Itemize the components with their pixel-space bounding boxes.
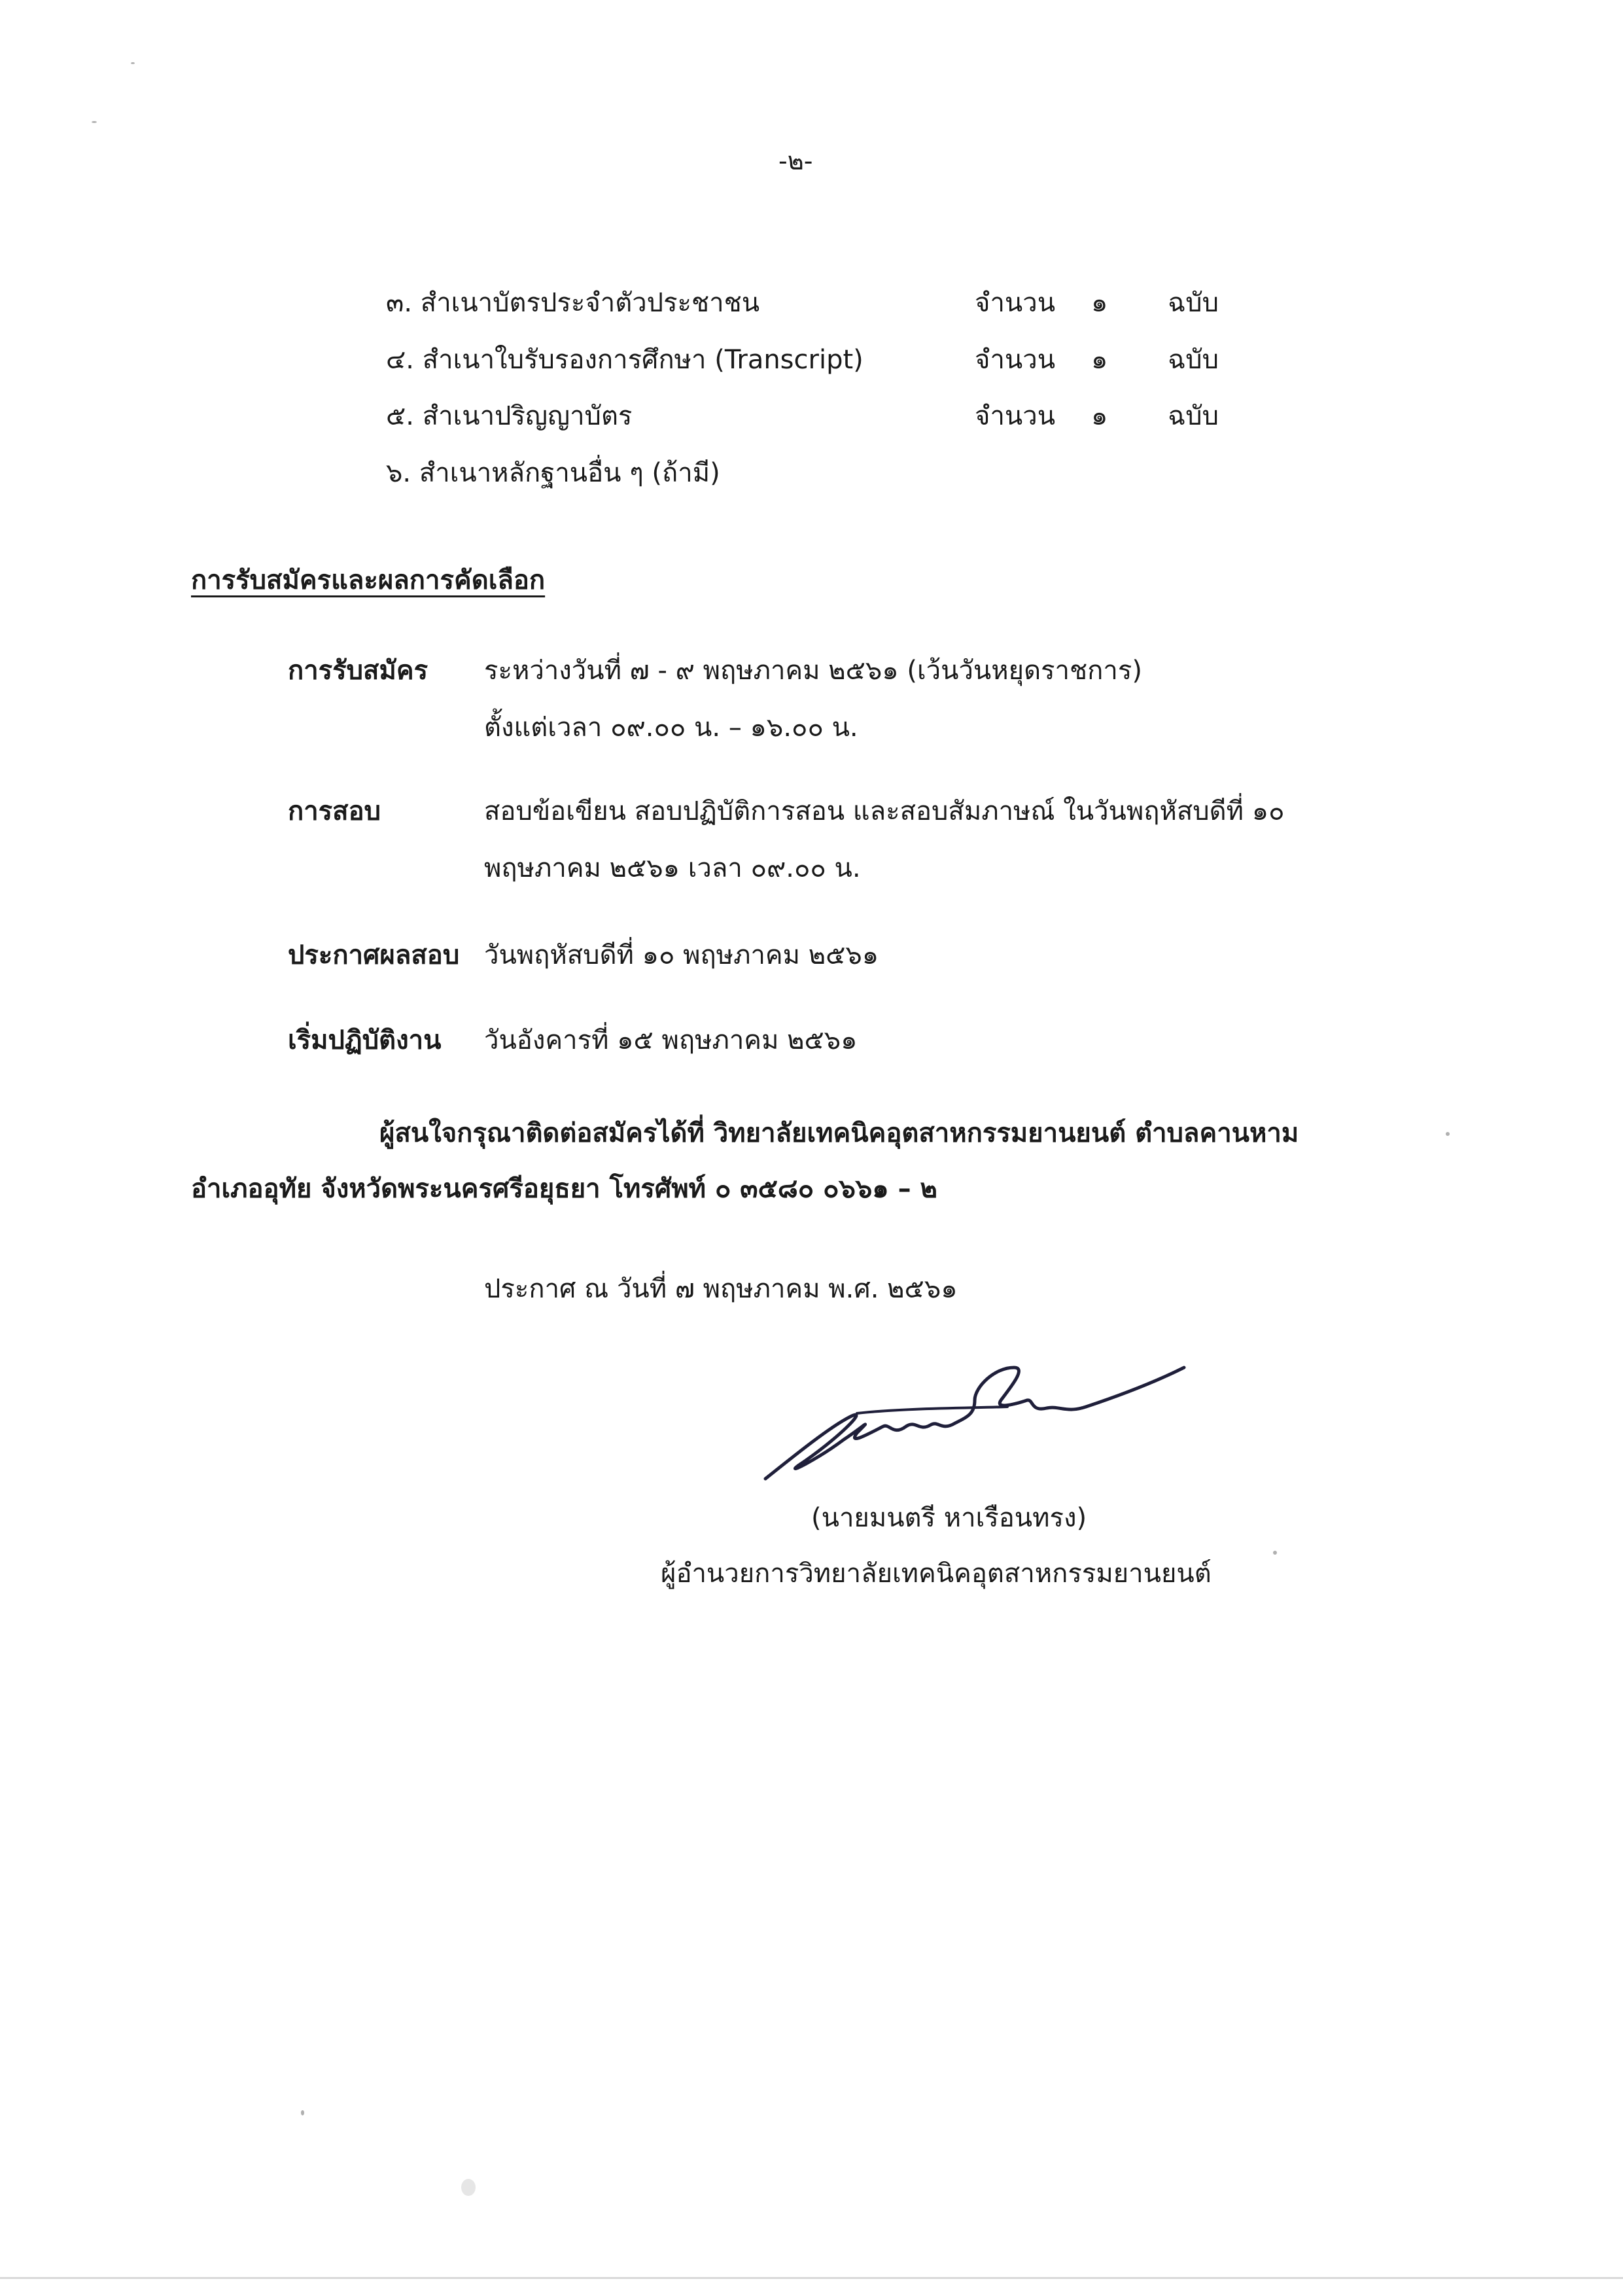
contact-line-2: อำเภออุทัย จังหวัดพระนครศรีอยุธยา โทรศัพท์ ๐ ๓๕๘๐ ๐๖๖๑ – ๒ (191, 1174, 937, 1204)
document-item-count-word: จำนวน (975, 345, 1056, 375)
scan-speck (1273, 1551, 1277, 1555)
scan-border (0, 2277, 1623, 2279)
page-number: -๒- (778, 147, 813, 175)
signatory-name: (นายมนตรี หาเรือนทรง) (811, 1503, 1087, 1533)
start-label: เริ่มปฏิบัติงาน (288, 1025, 442, 1055)
document-item-label: ๓. สำเนาบัตรประจำตัวประชาชน (386, 288, 760, 318)
start-date: วันอังคารที่ ๑๕ พฤษภาคม ๒๕๖๑ (484, 1025, 858, 1055)
document-item-label: ๕. สำเนาปริญญาบัตร (386, 401, 633, 431)
application-period: ระหว่างวันที่ ๗ - ๙ พฤษภาคม ๒๕๖๑ (เว้นวันหยุดราชการ) (484, 656, 1142, 686)
document-item-count-word: จำนวน (975, 401, 1056, 431)
document-item-qty: ๑ (1091, 288, 1108, 318)
document-item-qty: ๑ (1091, 401, 1108, 431)
document-item-unit: ฉบับ (1168, 345, 1219, 375)
document-item-unit: ฉบับ (1168, 401, 1219, 431)
application-hours: ตั้งแต่เวลา ๐๙.๐๐ น. – ๑๖.๐๐ น. (484, 713, 858, 743)
exam-label: การสอบ (288, 796, 381, 826)
application-label: การรับสมัคร (288, 656, 428, 686)
document-item-label: ๔. สำเนาใบรับรองการศึกษา (Transcript) (386, 345, 864, 375)
contact-line-1: ผู้สนใจกรุณาติดต่อสมัครได้ที่ วิทยาลัยเทคนิคอุตสาหกรรมยานยนต์ ตำบลคานหาม (379, 1118, 1299, 1148)
section-heading: การรับสมัครและผลการคัดเลือก (191, 565, 546, 595)
document-item-label: ๖. สำเนาหลักฐานอื่น ๆ (ถ้ามี) (386, 458, 720, 488)
document-item-count-word: จำนวน (975, 288, 1056, 318)
signature-image (759, 1354, 1191, 1485)
scan-speck (92, 121, 97, 123)
results-date: วันพฤหัสบดีที่ ๑๐ พฤษภาคม ๒๕๖๑ (484, 940, 879, 970)
signatory-position: ผู้อำนวยการวิทยาลัยเทคนิคอุตสาหกรรมยานยนต์ (661, 1559, 1212, 1589)
results-label: ประกาศผลสอบ (288, 940, 460, 970)
announcement-date: ประกาศ ณ วันที่ ๗ พฤษภาคม พ.ศ. ๒๕๖๑ (484, 1274, 958, 1304)
document-item-qty: ๑ (1091, 345, 1108, 375)
scan-speck (131, 62, 135, 64)
scan-speck (1446, 1132, 1450, 1136)
scan-speck (461, 2179, 476, 2196)
scan-speck (301, 2110, 304, 2115)
document-item-unit: ฉบับ (1168, 288, 1219, 318)
exam-date-time: พฤษภาคม ๒๕๖๑ เวลา ๐๙.๐๐ น. (484, 853, 861, 883)
exam-description: สอบข้อเขียน สอบปฏิบัติการสอน และสอบสัมภาษณ์ ในวันพฤหัสบดีที่ ๑๐ (484, 796, 1285, 826)
